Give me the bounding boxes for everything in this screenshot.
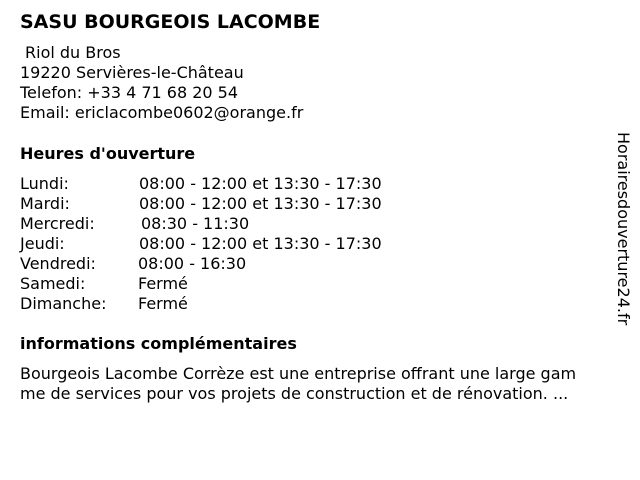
hours-day: Samedi: [20, 274, 86, 293]
hours-day: Dimanche: [20, 294, 107, 313]
hours-time: 08:00 - 16:30 [138, 254, 247, 273]
hours-day: Vendredi: [20, 254, 96, 273]
address-block [20, 43, 303, 123]
hours-time: 08:00 - 12:00 et 13:30 - 17:30 [139, 174, 382, 193]
site-watermark [612, 132, 634, 346]
hours-day: Mercredi: [20, 214, 95, 233]
address-phone: Telefon: +33 4 71 68 20 54 [20, 83, 239, 102]
address-city: 19220 Servières-le-Château [20, 63, 244, 82]
opening-hours-title: Heures d'ouverture [20, 144, 196, 163]
hours-day: Lundi: [20, 174, 69, 193]
hours-day: Jeudi: [20, 234, 65, 253]
description-line: me de services pour vos projets de construction et de rénovation. ... [20, 384, 569, 403]
address-email: Email: ericlacombe0602@orange.fr [20, 103, 304, 122]
watermark-text: Horairesdouverture24.fr [614, 132, 633, 326]
hours-time: Fermé [138, 294, 188, 313]
hours-time: Fermé [138, 274, 188, 293]
address-street: Riol du Bros [25, 43, 121, 62]
hours-time: 08:00 - 12:00 et 13:30 - 17:30 [139, 194, 382, 213]
hours-time: 08:00 - 12:00 et 13:30 - 17:30 [139, 234, 382, 253]
additional-info-text [20, 364, 620, 404]
additional-info-title: informations complémentaires [20, 334, 297, 353]
description-line: Bourgeois Lacombe Corrèze est une entreprise offrant une large gam [20, 364, 577, 383]
hours-time: 08:30 - 11:30 [141, 214, 250, 233]
hours-day: Mardi: [20, 194, 70, 213]
business-name: SASU BOURGEOIS LACOMBE [20, 11, 321, 33]
